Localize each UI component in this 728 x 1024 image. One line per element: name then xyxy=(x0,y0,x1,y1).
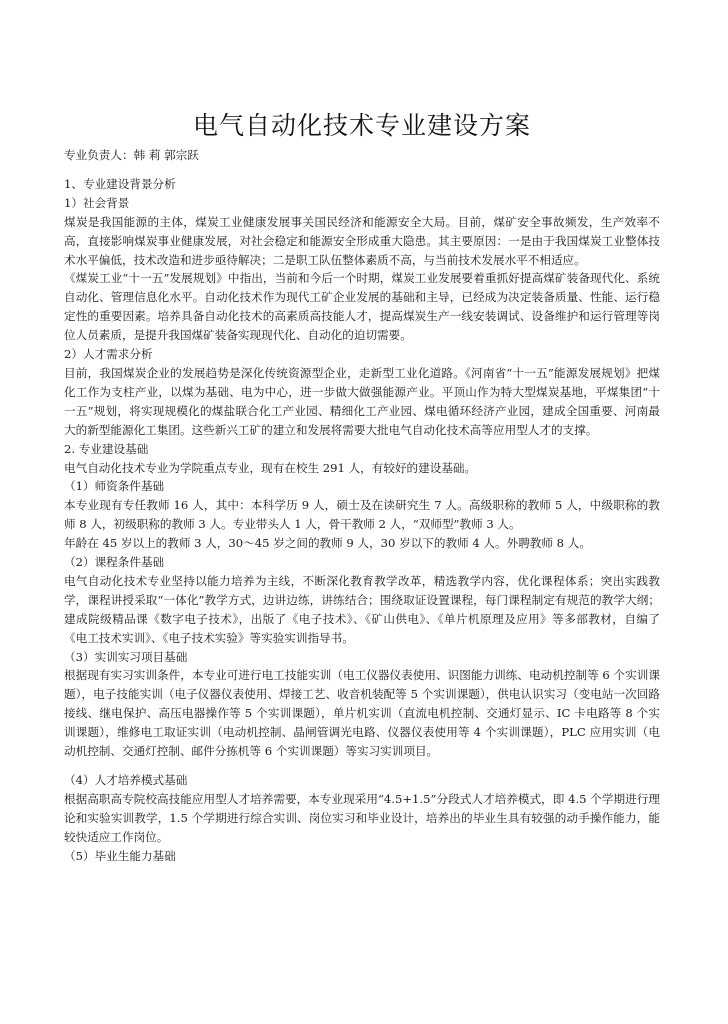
subsection-heading: （4）人才培养模式基础 xyxy=(64,773,188,787)
section-heading: 2. 专业建设基础 xyxy=(64,441,149,456)
paragraph: 根据高职高专院校高技能应用型人才培养需要，本专业现采用“4.5+1.5”分段式人才培养模式，即 4.5 个学期进行理论和实验实训教学，1.5 个学期进行综合实训、岗位实习和毕业设计，培养出的毕业生具有较强的动手操作能力，能较快适应工作岗位。 xyxy=(64,791,660,844)
paragraph: 电气自动化技术专业坚持以能力培养为主线，不断深化教育教学改革，精选教学内容，优化课程体系；突出实践教学，课程讲授采取“一体化”教学方式，边讲边练，讲练结合；围绕取证设置课程，每门课程制定有规范的教学大纲；建成院级精品课《数字电子技术》，出版了《电子技术》、《矿山供电》、《单片机原理及应用》等多部教材，自编了《电工技术实训》、《电子技术实验》等实验实训指导书。 xyxy=(64,573,660,645)
paragraph: 煤炭是我国能源的主体，煤炭工业健康发展事关国民经济和能源安全大局。目前，煤矿安全事故频发，生产效率不高，直接影响煤炭事业健康发展，对社会稳定和能源安全形成重大隐患。其主要原因：一是由于我国煤炭工业整体技术水平偏低，技术改造和进步亟待解决；二是职工队伍整体素质不高，与当前技术发展水平不相适应。 xyxy=(64,214,660,267)
subsection-heading: （3）实训实习项目基础 xyxy=(64,649,188,664)
paragraph: 本专业现有专任教师 16 人，其中：本科学历 9 人，硕士及在读研究生 7 人。高级职称的教师 5 人，中级职称的教师 8 人，初级职称的教师 3 人。专业带头人 1 人，骨干教师 2 人，“双师型”教师 3 人。 xyxy=(64,498,660,532)
subsection-heading: 1）社会背景 xyxy=(64,195,130,210)
subsection-heading: （1）师资条件基础 xyxy=(64,479,165,494)
subsection-heading: （2）课程条件基础 xyxy=(64,555,165,570)
spacer xyxy=(64,761,660,771)
subsection-heading: 2）人才需求分析 xyxy=(64,347,153,362)
spacer xyxy=(64,165,660,175)
paragraph: 年龄在 45 岁以上的教师 3 人，30～45 岁之间的教师 9 人，30 岁以下的教师 4 人。外聘教师 8 人。 xyxy=(64,536,591,551)
paragraph: 根据现有实习实训条件，本专业可进行电工技能实训（电工仪器仪表使用、识图能力训练、电动机控制等 6 个实训课题），电子技能实训（电子仪器仪表使用、焊接工艺、收音机装配等 5 个实训课题），供电认识实习（变电站一次回路接线、继电保护、高压电器操作等 5 个实训课题），单片机实训（直流电机控制、交通灯显示、IC 卡电路等 8 个实训课题），维修电工取证实训（电动机控制、晶闸管调光电路、仪器仪表使用等 4 个实训课题），PLC 应用实训（电动机控制、交通灯控制、邮件分拣机等 6 个实训课题）等实习实训项目。 xyxy=(64,668,660,759)
paragraph: 电气自动化技术专业为学院重点专业，现有在校生 291 人，有较好的建设基础。 xyxy=(64,460,477,475)
responsible-line: 专业负责人：韩 莉 郭宗跃 xyxy=(64,148,199,162)
paragraph: 目前，我国煤炭企业的发展趋势是深化传统资源型企业，走新型工业化道路。《河南省“十一五”能源发展规划》把煤化工作为支柱产业，以煤为基础、电为中心，进一步做大做强能源产业。平顶山作为特大型煤炭基地，平煤集团“十一五”规划，将实现规模化的煤盐联合化工产业园、精细化工产业园、煤电循环经济产业园，建成全国重要、河南最大的新型能源化工集团。这些新兴工矿的建立和发展将需要大批电气自动化技术高等应用型人才的支撑。 xyxy=(64,365,660,437)
document-title: 电气自动化技术专业建设方案 xyxy=(192,110,531,140)
document-body xyxy=(64,146,660,866)
paragraph: 《煤炭工业“十一五”发展规划》中指出，当前和今后一个时期，煤炭工业发展要着重抓好提高煤矿装备现代化、系统自动化、管理信息化水平。自动化技术作为现代工矿企业发展的基础和主导，已经成为决定装备质量、性能、运行稳定性的重要因素。培养具备自动化技术的高素质高技能人才，提高煤炭生产一线安装调试、设备维护和运行管理等岗位人员素质，是提升我国煤矿装备实现现代化、自动化的迫切需要。 xyxy=(64,271,660,343)
section-heading: 1、专业建设背景分析 xyxy=(64,176,176,191)
subsection-heading: （5）毕业生能力基础 xyxy=(64,848,176,863)
